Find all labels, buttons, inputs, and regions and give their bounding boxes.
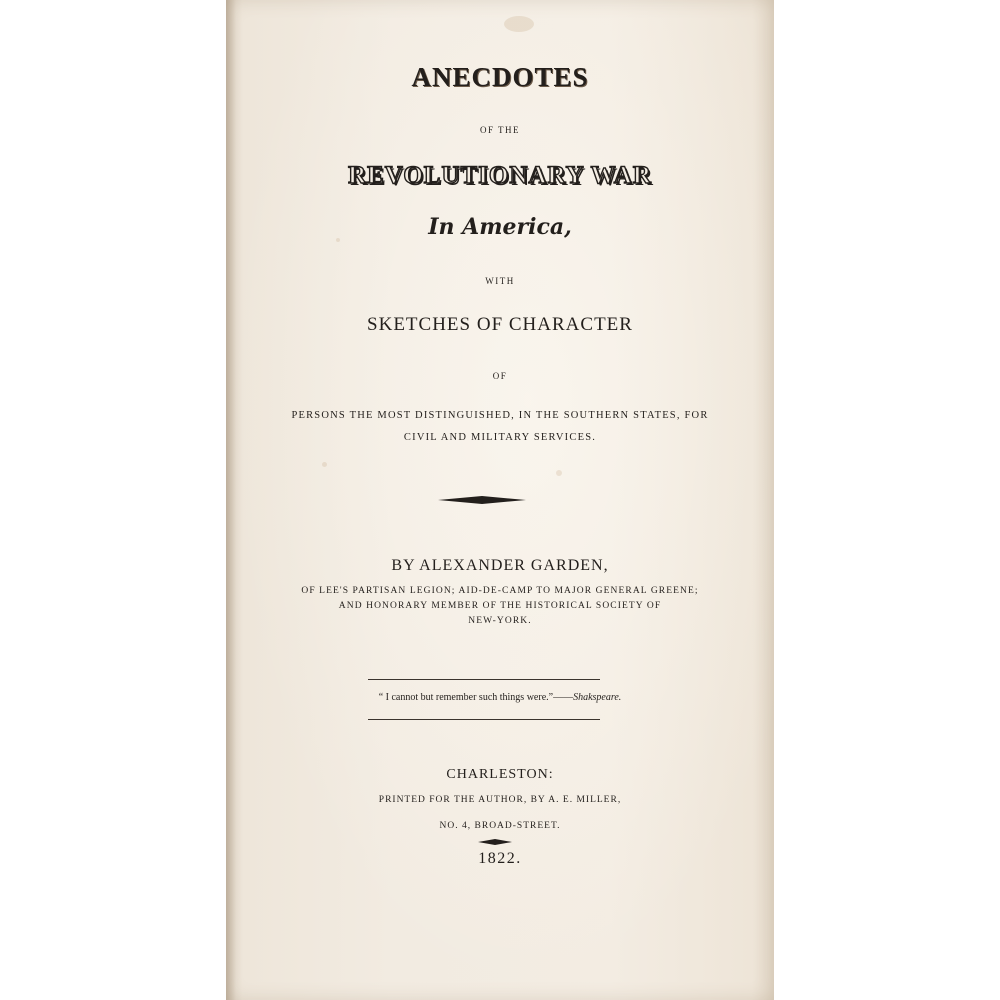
with-line: WITH: [485, 276, 515, 286]
title-page: [226, 0, 774, 1000]
place-line: In America,: [428, 214, 572, 240]
foxing-spot: [322, 462, 327, 467]
of-the-line: OF THE: [479, 125, 521, 135]
subject-line: REVOLUTIONARY WAR: [348, 162, 652, 189]
imprint-city: CHARLESTON:: [446, 767, 554, 782]
of-line: OF: [492, 371, 508, 381]
rule-bottom: [368, 719, 600, 720]
affiliation-line-3: NEW-YORK.: [468, 616, 532, 626]
affiliation-line-2: AND HONORARY MEMBER OF THE HISTORICAL SOCIETY OF: [338, 601, 662, 611]
epigraph-source: Shakspeare.: [573, 692, 622, 703]
description-line-1: PERSONS THE MOST DISTINGUISHED, IN THE SOUTHERN STATES, FOR: [291, 410, 709, 421]
imprint-address: NO. 4, BROAD-STREET.: [439, 821, 561, 831]
affiliation-line-1: OF LEE'S PARTISAN LEGION; AID-DE-CAMP TO MAJOR GENERAL GREENE;: [301, 586, 699, 596]
foxing-spot: [504, 16, 534, 32]
foxing-spot: [556, 470, 562, 476]
small-rule-ornament: [478, 838, 512, 846]
sketches-line: SKETCHES OF CHARACTER: [367, 314, 633, 335]
epigraph-text: “ I cannot but remember such things were.”——: [378, 692, 574, 703]
epigraph: [226, 692, 774, 703]
imprint-year: 1822.: [478, 850, 522, 867]
diamond-rule-ornament: [438, 494, 526, 506]
description-line-2: CIVIL AND MILITARY SERVICES.: [403, 432, 597, 443]
author-line: BY ALEXANDER GARDEN,: [391, 557, 609, 574]
book-title: ANECDOTES: [411, 62, 589, 92]
rule-top: [368, 679, 600, 680]
imprint-printer: PRINTED FOR THE AUTHOR, BY A. E. MILLER,: [378, 795, 622, 805]
